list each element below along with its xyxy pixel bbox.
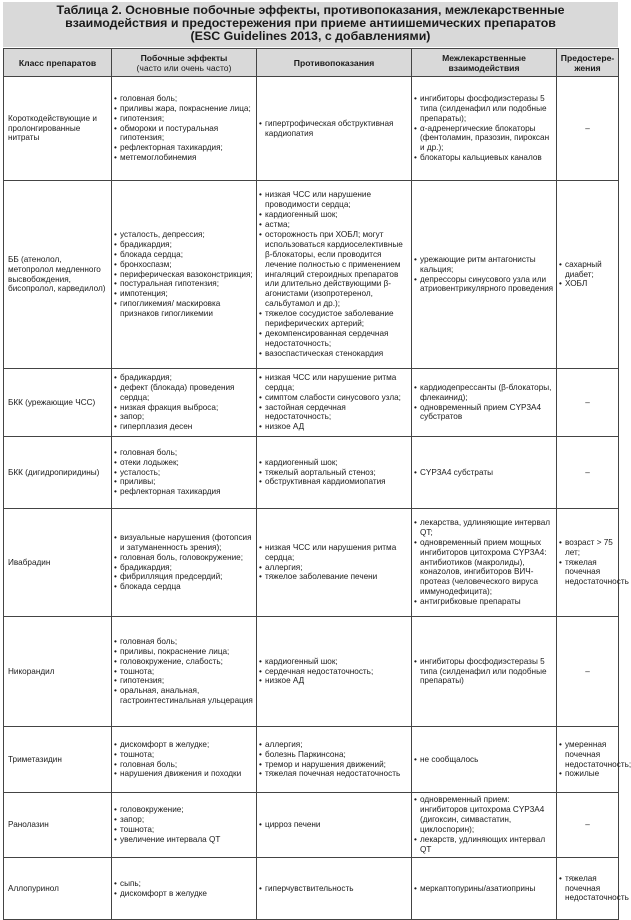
header-contraindications: Противопоказания <box>257 49 412 77</box>
list-item: • низкая ЧСС или нарушение ритма сердца; <box>259 373 409 393</box>
warnings-cell <box>557 858 629 920</box>
list-item: • депрессоры синусового узла или атриовентрикулярного проведения <box>414 275 554 295</box>
header-interactions: Межлекарственные взаимодействия <box>412 49 557 77</box>
table-row <box>4 77 619 181</box>
drug-class: БКК (дигидропиридины) <box>4 437 112 509</box>
interactions-cell-list <box>414 383 554 423</box>
contraindications-cell <box>257 793 412 858</box>
warnings-cell <box>557 727 631 793</box>
side-effects-cell-list <box>114 879 254 899</box>
table-row <box>4 437 619 509</box>
drug-class: БКК (урежающие ЧСС) <box>4 369 112 437</box>
list-item: • урежающие ритм антагонисты кальция; <box>414 255 554 275</box>
header-row <box>4 49 619 77</box>
contraindications-cell-list <box>259 373 409 432</box>
list-item: • головокружение, слабость; <box>114 657 254 667</box>
list-item: • тошнота; <box>114 750 254 760</box>
table-title <box>3 2 618 47</box>
list-item: • приливы жара, покраснение лица; <box>114 104 254 114</box>
drug-class: Короткодействующие и пролонгированные нитраты <box>4 77 112 181</box>
warnings-cell <box>557 181 619 369</box>
interactions-cell <box>412 369 557 437</box>
contraindications-cell-list <box>259 657 409 687</box>
list-item: • увеличение интервала QT <box>114 835 254 845</box>
side-effects-cell <box>112 617 257 727</box>
list-item: • усталость, депрессия; <box>114 230 254 240</box>
title-line-1: Таблица 2. Основные побочные эффекты, противопоказания, межлекарственные <box>56 3 565 17</box>
list-item: • низкая ЧСС или нарушение проводимости сердца; <box>259 190 409 210</box>
table-row <box>4 793 619 858</box>
list-item: • низкое АД <box>259 422 409 432</box>
list-item: • визуальные нарушения (фотопсия и затуманенность зрения); <box>114 533 254 553</box>
interactions-cell <box>412 77 557 181</box>
list-item: • низкая фракция выброса; <box>114 403 254 413</box>
header-side-effects-sub: (часто или очень часто) <box>136 62 232 73</box>
list-item: • сыпь; <box>114 879 254 889</box>
warnings-cell-list <box>559 739 631 780</box>
list-item: • фибрилляция предсердий; <box>114 572 254 582</box>
side-effects-cell <box>112 858 257 920</box>
list-item: • оральная, анальная, гастроинтестинальная ульцерация <box>114 686 254 706</box>
table-row <box>4 509 619 617</box>
side-effects-cell <box>112 509 257 617</box>
list-item: • меркаптопурины/азатиоприны <box>414 884 554 894</box>
warnings-cell: – <box>557 793 619 858</box>
header-side-effects <box>112 49 257 77</box>
contraindications-cell-list <box>259 884 409 894</box>
list-item: • метгемоглобинемия <box>114 153 254 163</box>
interactions-cell <box>412 793 557 858</box>
list-item: • декомпенсированная сердечная недостаточность; <box>259 329 409 349</box>
list-item: • симптом слабости синусового узла; <box>259 393 409 403</box>
table-body <box>4 77 631 920</box>
contraindications-cell-list <box>259 190 409 358</box>
list-item: • головная боль; <box>114 637 254 647</box>
side-effects-cell-list <box>114 533 254 592</box>
list-item: • нарушения движения и походки <box>114 769 254 779</box>
list-item: • одновременный прием: ингибиторов цитохрома CYP3A4 (дигоксин, симвастатин, циклоспорин); <box>414 795 554 835</box>
list-item: • сахарный диабет; <box>559 260 616 280</box>
warnings-cell-list <box>559 873 629 904</box>
table-row <box>4 858 619 920</box>
list-item: • возраст > 75 лет; <box>559 538 616 558</box>
header-warnings: Предостере-жения <box>557 49 619 77</box>
list-item: • тяжелое сосудистое заболевание периферических артерий; <box>259 309 409 329</box>
list-item: • низкая ЧСС или нарушения ритма сердца; <box>259 543 409 563</box>
title-line-3: (ESC Guidelines 2013, с добавлениями) <box>190 29 431 43</box>
list-item: • рефлекторная тахикардия <box>114 487 254 497</box>
list-item: • обмороки и постуральная гипотензия; <box>114 124 254 144</box>
list-item: • вазоспастическая стенокардия <box>259 349 409 359</box>
title-line-2: взаимодействия и предостережения при приеме антиишемических препаратов <box>65 16 556 30</box>
list-item: • импотенция; <box>114 289 254 299</box>
table-row <box>4 617 619 727</box>
list-item: • гипертрофическая обструктивная кардиопатия <box>259 119 409 139</box>
list-item: • тяжелый аортальный стеноз; <box>259 468 409 478</box>
list-item: • астма; <box>259 220 409 230</box>
list-item: • ингибиторы фосфодиэстеразы 5 типа (силденафил или подобные препараты) <box>414 657 554 687</box>
list-item: • не сообщалось <box>414 755 554 765</box>
list-item: • аллергия; <box>259 563 409 573</box>
interactions-cell <box>412 509 557 617</box>
list-item: • головная боль; <box>114 760 254 770</box>
header-side-effects-label: Побочные эффекты <box>140 52 228 63</box>
list-item: • запор; <box>114 815 254 825</box>
list-item: • лекарства, удлиняющие интервал QT; <box>414 518 554 538</box>
list-item: • гипогликемия/ маскировка признаков гипогликемии <box>114 299 254 319</box>
contraindications-cell <box>257 77 412 181</box>
list-item: • блокада сердца; <box>114 250 254 260</box>
list-item: • тремор и нарушения движений; <box>259 760 409 770</box>
list-item: • тошнота; <box>114 667 254 677</box>
interactions-cell <box>412 181 557 369</box>
warnings-cell: – <box>557 369 619 437</box>
list-item: • тяжелая почечная недостаточность <box>559 874 616 904</box>
side-effects-cell-list <box>114 373 254 432</box>
list-item: • головная боль; <box>114 94 254 104</box>
list-item: • брадикардия; <box>114 240 254 250</box>
drug-class: Триметазидин <box>4 727 112 793</box>
header-class: Класс препаратов <box>4 49 112 77</box>
list-item: • α-адренергические блокаторы (фентоламин, празозин, пироксан и др.); <box>414 124 554 154</box>
list-item: • рефлекторная тахикардия; <box>114 143 254 153</box>
list-item: • приливы; <box>114 477 254 487</box>
list-item: • периферическая вазоконстрикция; <box>114 270 254 280</box>
drug-class: Ивабрадин <box>4 509 112 617</box>
list-item: • дискомфорт в желудке <box>114 889 254 899</box>
interactions-cell-list <box>414 518 554 607</box>
list-item: • умеренная почечная недостаточность; <box>559 740 616 770</box>
list-item: • болезнь Паркинсона; <box>259 750 409 760</box>
interactions-cell <box>412 858 557 920</box>
interactions-cell <box>412 727 557 793</box>
list-item: • антигрибковые препараты <box>414 597 554 607</box>
list-item: • бронхоспазм; <box>114 260 254 270</box>
list-item: • брадикардия; <box>114 373 254 383</box>
contraindications-cell <box>257 617 412 727</box>
list-item: • аллергия; <box>259 740 409 750</box>
list-item: • гиперчувствительность <box>259 884 409 894</box>
warnings-cell <box>557 509 629 617</box>
list-item: • CYP3A4 субстраты <box>414 468 554 478</box>
contraindications-cell-list <box>259 740 409 780</box>
drug-table <box>3 48 631 920</box>
warnings-cell: – <box>557 617 619 727</box>
list-item: • запор; <box>114 412 254 422</box>
list-item: • гипотензия; <box>114 676 254 686</box>
drug-class: Никорандил <box>4 617 112 727</box>
drug-class: Ранолазин <box>4 793 112 858</box>
list-item: • усталость; <box>114 468 254 478</box>
table-row <box>4 369 619 437</box>
contraindications-cell <box>257 369 412 437</box>
table-row <box>4 181 619 369</box>
interactions-cell <box>412 437 557 509</box>
warnings-cell-list <box>559 537 629 588</box>
side-effects-cell <box>112 369 257 437</box>
contraindications-cell-list <box>259 458 409 488</box>
list-item: • головная боль, головокружение; <box>114 553 254 563</box>
list-item: • дискомфорт в желудке; <box>114 740 254 750</box>
list-item: • тяжелое заболевание печени <box>259 572 409 582</box>
warnings-cell-list <box>559 260 616 290</box>
interactions-cell-list <box>414 255 554 295</box>
contraindications-cell <box>257 509 412 617</box>
drug-class: Аллопуринол <box>4 858 112 920</box>
list-item: • низкое АД <box>259 676 409 686</box>
interactions-cell-list <box>414 468 554 478</box>
side-effects-cell-list <box>114 94 254 163</box>
drug-class: ББ (атенолол, метопролол медленного высвобождения, бисопролол, карведилол) <box>4 181 112 369</box>
list-item: • ХОБЛ <box>559 279 616 289</box>
list-item: • лекарств, удлиняющих интервал QT <box>414 835 554 855</box>
side-effects-cell <box>112 77 257 181</box>
contraindications-cell <box>257 181 412 369</box>
contraindications-cell-list <box>259 820 409 830</box>
list-item: • головокружение; <box>114 805 254 815</box>
list-item: • пожилые <box>559 769 616 779</box>
list-item: • отеки лодыжек; <box>114 458 254 468</box>
interactions-cell-list <box>414 795 554 854</box>
interactions-cell-list <box>414 94 554 163</box>
contraindications-cell <box>257 858 412 920</box>
list-item: • одновременный прием CYP3A4 субстратов <box>414 403 554 423</box>
list-item: • тяжелая почечная недостаточность <box>559 558 616 588</box>
list-item: • цирроз печени <box>259 820 409 830</box>
interactions-cell-list <box>414 755 554 765</box>
list-item: • осторожность при ХОБЛ; могут использоваться кардиоселективные β-блокаторы, если проводится лечение полностью с применением ингаляций стероидных препаратов или длительно действующими β-агонистами (изопротеренол, сальбутамол и др.); <box>259 230 409 309</box>
list-item: • кардиогенный шок; <box>259 458 409 468</box>
list-item: • застойная сердечная недостаточность; <box>259 403 409 423</box>
side-effects-cell <box>112 181 257 369</box>
list-item: • сердечная недостаточность; <box>259 667 409 677</box>
list-item: • гиперплазия десен <box>114 422 254 432</box>
list-item: • приливы, покраснение лица; <box>114 647 254 657</box>
side-effects-cell <box>112 727 257 793</box>
list-item: • тошнота; <box>114 825 254 835</box>
interactions-cell <box>412 617 557 727</box>
interactions-cell-list <box>414 884 554 894</box>
table-row <box>4 727 619 793</box>
side-effects-cell <box>112 793 257 858</box>
list-item: • дефект (блокада) проведения сердца; <box>114 383 254 403</box>
side-effects-cell-list <box>114 448 254 498</box>
list-item: • блокада сердца <box>114 582 254 592</box>
contraindications-cell <box>257 437 412 509</box>
interactions-cell-list <box>414 657 554 687</box>
side-effects-cell-list <box>114 637 254 706</box>
warnings-cell: – <box>557 77 619 181</box>
side-effects-cell-list <box>114 805 254 845</box>
contraindications-cell-list <box>259 119 409 139</box>
list-item: • постуральная гипотензия; <box>114 279 254 289</box>
side-effects-cell <box>112 437 257 509</box>
list-item: • тяжелая почечная недостаточность <box>259 769 409 779</box>
list-item: • обструктивная кардиомиопатия <box>259 477 409 487</box>
contraindications-cell-list <box>259 543 409 583</box>
side-effects-cell-list <box>114 740 254 780</box>
list-item: • головная боль; <box>114 448 254 458</box>
contraindications-cell <box>257 727 412 793</box>
list-item: • блокаторы кальциевых каналов <box>414 153 554 163</box>
list-item: • ингибиторы фосфодиэстеразы 5 типа (силденафил или подобные препараты); <box>414 94 554 124</box>
list-item: • кардиодепрессанты (β-блокаторы, флекаинид); <box>414 383 554 403</box>
list-item: • кардиогенный шок; <box>259 210 409 220</box>
side-effects-cell-list <box>114 230 254 319</box>
warnings-cell: – <box>557 437 619 509</box>
list-item: • брадикардия; <box>114 563 254 573</box>
list-item: • гипотензия; <box>114 114 254 124</box>
list-item: • кардиогенный шок; <box>259 657 409 667</box>
list-item: • одновременный прием мощных ингибиторов цитохрома CYP3A4: антибиотиков (макролиды), конazолов, ингибиторов ВИЧ-протеаз (человеческого вируса иммунодефицита); <box>414 538 554 597</box>
